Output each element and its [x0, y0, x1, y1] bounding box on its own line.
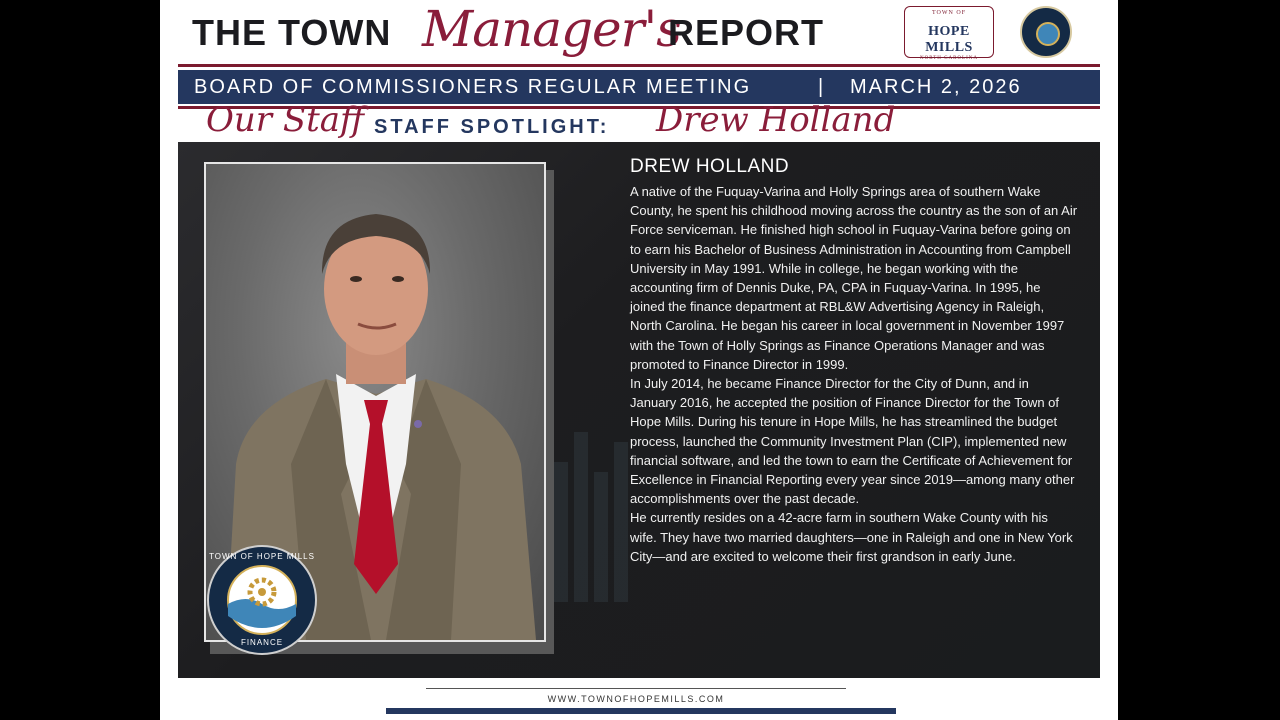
- footer-bar: [386, 708, 896, 714]
- meeting-date: MARCH 2, 2026: [850, 76, 1022, 98]
- report-title: [160, 0, 1118, 62]
- our-staff-script: Our Staff: [206, 100, 365, 140]
- logo-top-text: TOWN OF: [931, 10, 967, 16]
- staff-spotlight-label: STAFF SPOTLIGHT:: [374, 116, 610, 138]
- seal-top-text: TOWN OF HOPE MILLS: [209, 552, 315, 561]
- logo-main-text: HOPE MILLS: [925, 24, 973, 55]
- report-slide: [160, 0, 1118, 720]
- town-seal-icon: [1020, 6, 1072, 58]
- seal-bottom-text: FINANCE: [240, 638, 284, 647]
- bio-paragraph: He currently resides on a 42-acre farm in southern Wake County with his wife. They have two married daughters—one in Raleigh and one in New York City—and are excited to welcome their first grandson in early June.: [630, 510, 1073, 564]
- bio-paragraph: In July 2014, he became Finance Director for the City of Dunn, and in January 2016, he accepted the position of Finance Director for the Town of Hope Mills. During his tenure in Hope Mills, he has streamlined the budget process, launched the Community Investment Plan (CIP), implemented new financial software, and led the town to earn the Certificate of Achievement for Excellence in Financial Reporting every year since 2019—among many other accomplishments over the past decade.: [630, 376, 1075, 507]
- title-managers-script: Manager's: [422, 0, 681, 58]
- bio-name: DREW HOLLAND: [630, 156, 790, 177]
- title-report: REPORT: [668, 12, 825, 53]
- bio-text: [630, 182, 1078, 566]
- bio-paragraph: A native of the Fuquay-Varina and Holly Springs area of southern Wake County, he spent his childhood moving across the country as the son of an Air Force serviceman. He finished high school in Fuquay-Varina before going on to earn his Bachelor of Business Administration in Accounting from Campbell University in May 1991. While in college, he began working with the accounting firm of Dennis Duke, PA, CPA in Fuquay-Varina. In 1995, he joined the finance department at RBL&W Advertising Agency in Raleigh, North Carolina. He began his career in local government in November 1997 with the Town of Holly Springs as Finance Operations Manager and was promoted to Finance Director in 1999.: [630, 184, 1078, 372]
- staff-spotlight-header: [160, 100, 1118, 144]
- meeting-banner: [178, 70, 1100, 104]
- title-the-town: THE TOWN: [192, 12, 392, 53]
- logo-sub-text: NORTH CAROLINA: [919, 56, 978, 61]
- footer-divider: [426, 688, 846, 689]
- hope-mills-logo: [904, 6, 994, 61]
- footer-website-link[interactable]: WWW.TOWNOFHOPEMILLS.COM: [547, 694, 725, 704]
- top-divider: [178, 64, 1100, 67]
- spotlight-panel: [178, 142, 1100, 678]
- spotlight-name-script: Drew Holland: [656, 100, 896, 140]
- meeting-name: BOARD OF COMMISSIONERS REGULAR MEETING: [194, 76, 752, 98]
- finance-seal-icon: [206, 544, 318, 656]
- banner-separator: |: [818, 76, 826, 98]
